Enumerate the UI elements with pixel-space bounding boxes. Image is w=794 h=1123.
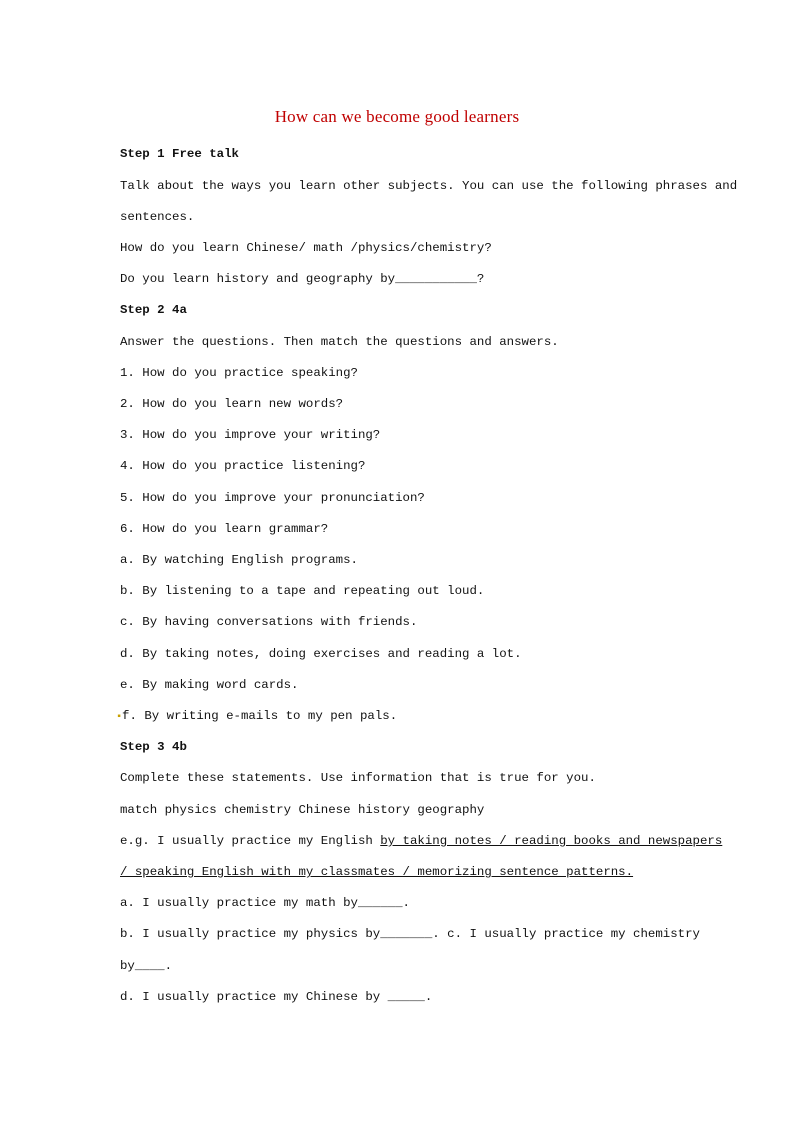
step1-heading: Step 1 Free talk [120,147,239,161]
answer-item: b. By listening to a tape and repeating out loud. [120,584,485,598]
answer-item-f [116,708,397,726]
step2-instruction: Answer the questions. Then match the questions and answers. [120,335,559,349]
answer-item: c. By having conversations with friends. [120,615,418,629]
page-title: How can we become good learners [274,107,520,126]
question-item: 1. How do you practice speaking? [120,366,358,380]
step1-question-1: How do you learn Chinese/ math /physics/chemistry? [120,241,492,255]
step1-intro-line2: sentences. [120,210,195,224]
answer-item-text: f. By writing e-mails to my pen pals. [122,709,398,723]
subjects-list: match physics chemistry Chinese history geography [120,803,485,817]
statement-c-continued: by____. [120,959,173,973]
step1-intro-line1: Talk about the ways you learn other subjects. You can use the following phrases and [120,179,738,193]
question-item: 2. How do you learn new words? [120,397,344,411]
question-item: 5. How do you improve your pronunciation? [120,491,425,505]
example-line-1 [120,833,722,849]
statement-a: a. I usually practice my math by______. [120,896,410,910]
step3-instruction: Complete these statements. Use information that is true for you. [120,771,596,785]
example-prefix: e.g. I usually practice my English [120,834,381,848]
step2-heading: Step 2 4a [120,303,187,317]
answer-item: a. By watching English programs. [120,553,358,567]
question-item: 3. How do you improve your writing? [120,428,381,442]
statement-d: d. I usually practice my Chinese by _____. [120,990,433,1004]
example-answer-part1: by taking notes / reading books and newspapers [380,834,723,848]
answer-item: d. By taking notes, doing exercises and reading a lot. [120,647,522,661]
example-answer-part2: / speaking English with my classmates / memorizing sentence patterns. [120,865,634,879]
question-item: 4. How do you practice listening? [120,459,366,473]
bullet-dot-icon: ▪ [116,712,123,723]
statement-b-c: b. I usually practice my physics by_______. c. I usually practice my chemistry [120,927,700,941]
question-item: 6. How do you learn grammar? [120,522,329,536]
step1-question-2: Do you learn history and geography by___________? [120,272,485,286]
step3-heading: Step 3 4b [120,740,187,754]
answer-item: e. By making word cards. [120,678,299,692]
